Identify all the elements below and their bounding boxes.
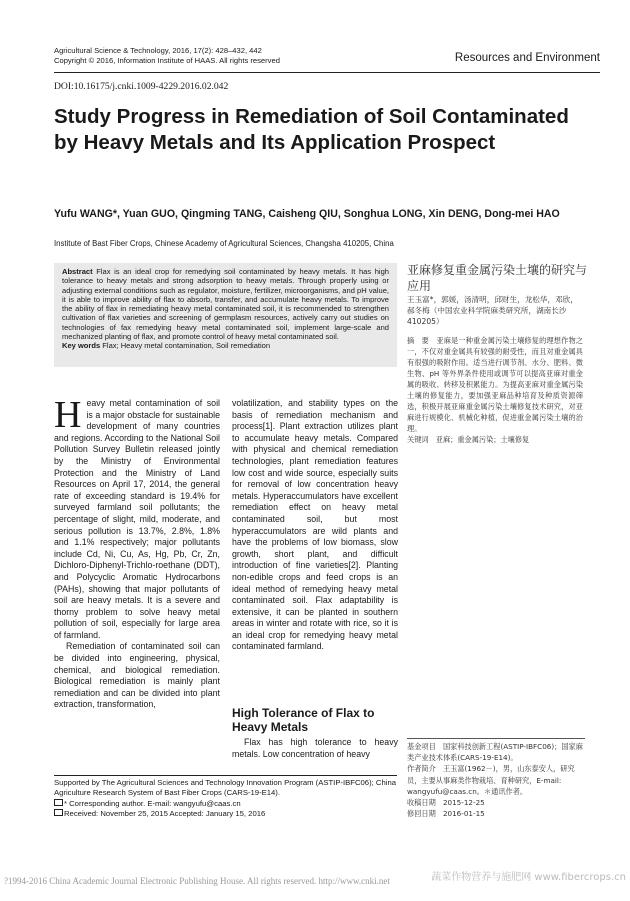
doi[interactable]: DOI:10.16175/j.cnki.1009-4229.2016.02.042 bbox=[54, 81, 229, 92]
funding-line-1: Supported by The Agricultural Sciences and Technology Innovation Program (ASTIP-IBFC06); China Agriculture Research System of Bast Fiber Crops (CARS-19-E14). bbox=[54, 778, 396, 798]
section-tag: Resources and Environment bbox=[454, 52, 600, 64]
chinese-funding: 基金项目 国家科技创新工程(ASTIP-IBFC06)；国家麻类产业技术体系(CARS-19-E14)。 bbox=[407, 742, 583, 763]
abstract-label: Abstract bbox=[62, 267, 93, 276]
abstract-text: Flax is an ideal crop for remedying soil contaminated by heavy metals. It has high tolerance to heavy metals and strong adsorption to heavy metals. Through properly using or adjusting external conditions such as regulator, moisture, fertilizer, microorganisms, and pH value, it is able to improve ability of flax to absorb, transfer, and accumulate heavy metals. To improve the ability of flax in remediating heavy metal contaminated soil, it is recommended to strengthen cultivation of flax varieties and screening of germplasm resources, actively carry out studies on technologies of fax remedying heavy metal contaminated soil, implement large-scale and mechanized planting of flax, and promote control of heavy metal contaminated soil. bbox=[62, 267, 389, 341]
section-heading: High Tolerance of Flax to Heavy Metals bbox=[232, 706, 375, 734]
keywords-text: Flax; Heavy metal contamination, Soil remediation bbox=[102, 341, 271, 350]
mechanism-paragraph: volatilization, and stability types on the basis of remediation mechanism and process[1]. Plant extraction utilizes plant to accumulate heavy metals. Compared with physical and chemical remediation technologies, plant remediation features low cost and wide source, especially suits for removal of low concentration heavy metals. Hyperaccumulators have excellent remediation effect on heavy metal contaminated soil, but most hyperaccumulators are wild plants and have the problems of low biomass, slow growth, short plant, and difficult introduction of fine varieties[2]. Planting non-edible crops and feed crops is an ideal method of remedying heavy metal contaminated soil. Flax adaptability is extensive, it can be planted in southern areas in winter and rotate with rice, so it is an ideal crop for remedying heavy metal contaminated farmland. bbox=[232, 398, 398, 652]
remediation-paragraph: Remediation of contaminated soil can be divided into engineering, physical, chemical, and biological remediation. Biological remediation is mainly plant remediation and can be divided into plant extraction, transformation, bbox=[54, 641, 220, 710]
abstract-box bbox=[54, 263, 397, 367]
affiliation: Institute of Bast Fiber Crops, Chinese Academy of Agricultural Sciences, Changsha 410205, China bbox=[54, 239, 394, 248]
funding-rule bbox=[54, 775, 397, 776]
journal-citation bbox=[54, 46, 280, 66]
chinese-title: 亚麻修复重金属污染土壤的研究与应用 bbox=[407, 263, 588, 293]
email-icon bbox=[54, 799, 63, 806]
tolerance-paragraph: Flax has high tolerance to heavy metals. Low concentration of heavy bbox=[232, 737, 398, 759]
keywords-label: Key words bbox=[62, 341, 101, 350]
journal-line-1: Agricultural Science & Technology, 2016, 17(2): 428–432, 442 bbox=[54, 46, 262, 55]
chinese-keywords: 关键词 亚麻；重金属污染；土壤修复 bbox=[407, 435, 530, 444]
body-column-right bbox=[232, 398, 398, 653]
body-column-left bbox=[54, 394, 220, 711]
site-watermark: 蔬菜作物营养与施肥网 www.fibercrops.cn bbox=[431, 872, 626, 883]
author-list: Yufu WANG*, Yuan GUO, Qingming TANG, Caisheng QIU, Songhua LONG, Xin DENG, Dong-mei HAO bbox=[54, 208, 560, 220]
corresponding-author: * Corresponding author. E-mail: wangyufu@caas.cn bbox=[54, 799, 397, 809]
header-rule bbox=[54, 72, 600, 73]
chinese-foot-rule bbox=[407, 738, 585, 739]
calendar-icon bbox=[54, 809, 63, 816]
chinese-abstract bbox=[407, 335, 583, 445]
copyright-footer: ?1994-2016 China Academic Journal Electronic Publishing House. All rights reserved. http://www.cnki.net bbox=[4, 876, 390, 886]
funding-note bbox=[54, 778, 397, 819]
chinese-revised: 修回日期 2016-01-15 bbox=[407, 809, 485, 819]
drop-cap: H bbox=[54, 394, 82, 436]
chinese-footnote bbox=[407, 741, 585, 819]
chinese-abstract-text: 摘 要 亚麻是一种重金属污染土壤修复的理想作物之一，不仅对重金属具有较强的耐受性，而且对重金属具有很强的吸附作用。适当进行调节剂、水分、肥料、微生物、pH 等外界条件使用或调节可以提高亚麻对重金属的吸收、转移及积累能力。为提高亚麻对重金属污染土壤的修复能力，要加强亚麻品种培育及种质资源筛选，积极开展亚麻重金属污染土壤修复技术研究，对亚麻进行规模化、机械化种植，促进重金属污染土壤的治理。 bbox=[407, 336, 583, 433]
chinese-received: 收稿日期 2015-12-25 bbox=[407, 798, 485, 808]
chinese-authors: 王玉富*，郭媛，汤清明，邱财生，龙松华，邓欣，郝冬梅（中国农业科学院麻类研究所，湖南长沙 410205） bbox=[407, 295, 578, 326]
paper-title: Study Progress in Remediation of Soil Contaminated by Heavy Metals and Its Application Prospect bbox=[54, 105, 569, 154]
journal-line-2: Copyright © 2016, Information Institute of HAAS. All rights reserved bbox=[54, 56, 280, 65]
intro-paragraph: eavy metal contamination of soil is a major obstacle for sustainable development of many countries and regions. According to the National Soil Pollution Survey Bulletin released jointly by the Ministry of Environmental Protection and the Ministry of Land Resources on April 17, 2014, the general rate of exceeding standard is 19.4% for surveyed farmland soil pollutants; the percentage of slight, mild, moderate, and serious pollution is 13.7%, 2.8%, 1.8% and 1.1% respectively; major pollutants include Cd, Ni, Cu, As, Hg, Pb, Cr, Zn, Dichloro-Diphenyl-Trichlo-roethane (DDT), and Polycyclic Aromatic Hydrocarbons (PAHs), showing that major pollutants of soil are heavy metals. It is a severe and thorny problem to solve heavy metal pollution of soil, especially for large area of farmland. bbox=[54, 398, 220, 640]
chinese-author-bio: 作者简介 王玉富(1962－)，男，山东泰安人，研究员，主要从事麻类作物栽培、育种研究，E-mail: wangyufu@caas.cn。＊通讯作者。 bbox=[407, 764, 575, 796]
received-dates: Received: November 25, 2015 Accepted: January 15, 2016 bbox=[54, 809, 397, 819]
